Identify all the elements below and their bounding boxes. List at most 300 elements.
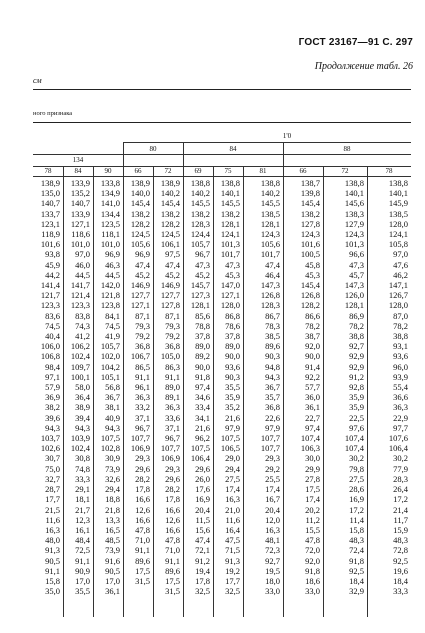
table-cell: 38,8 <box>349 331 364 342</box>
table-cell: 145,4 <box>300 198 320 209</box>
table-cell: 97,5 <box>165 249 180 260</box>
table-column <box>33 178 60 596</box>
table-cell: 89,0 <box>225 341 240 352</box>
table-cell: 93,9 <box>393 371 408 382</box>
table-cell: 94,3 <box>105 422 120 433</box>
table-cell: 47,3 <box>349 259 364 270</box>
table-cell: 44,5 <box>75 269 90 280</box>
table-cell: 35,9 <box>349 402 364 413</box>
table-cell: 107,5 <box>190 443 210 454</box>
table-cell: 47,4 <box>265 259 280 270</box>
table-cell: 128,0 <box>388 300 408 311</box>
table-cell: 79,2 <box>135 331 150 342</box>
table-cell: 40,9 <box>105 412 120 423</box>
table-cell: 11,5 <box>195 514 210 525</box>
table-cell: 79,3 <box>165 320 180 331</box>
table-cell: 78,8 <box>195 320 210 331</box>
table-cell: 48,1 <box>265 535 280 546</box>
table-cell: 15,8 <box>349 524 364 535</box>
table-cell: 48,5 <box>105 535 120 546</box>
table-cell: 118,1 <box>101 229 120 240</box>
table-cell: 45,3 <box>225 269 240 280</box>
table-cell: 128,1 <box>220 218 240 229</box>
table-cell: 147,3 <box>260 280 280 291</box>
table-cell: 89,6 <box>135 555 150 566</box>
table-cell: 92,2 <box>305 371 320 382</box>
table-cell: 92,7 <box>349 341 364 352</box>
table-cell: 138,5 <box>260 208 280 219</box>
table-cell: 37,1 <box>165 422 180 433</box>
group-label-134: 134 <box>72 156 84 164</box>
top-rule <box>33 89 411 90</box>
table-cell: 91,6 <box>105 555 120 566</box>
table-cell: 16,3 <box>225 494 240 505</box>
table-cell: 140,7 <box>40 198 60 209</box>
table-column <box>283 178 320 596</box>
table-cell: 16,4 <box>225 524 240 535</box>
table-cell: 141,0 <box>100 198 120 209</box>
table-cell: 16,6 <box>165 524 180 535</box>
table-cell: 22,7 <box>305 412 320 423</box>
table-cell: 105,1 <box>100 371 120 382</box>
table-cell: 140,1 <box>220 188 240 199</box>
table-cell: 128,0 <box>220 300 240 311</box>
table-cell: 91,1 <box>45 565 60 576</box>
table-cell: 134,9 <box>100 188 120 199</box>
table-cell: 74,3 <box>75 320 90 331</box>
table-cell: 138,8 <box>260 178 280 188</box>
table-cell: 107,4 <box>344 443 364 454</box>
table-cell: 94,3 <box>45 422 60 433</box>
table-cell: 96,7 <box>195 249 210 260</box>
table-cell: 106,4 <box>388 443 408 454</box>
table-cell: 12,3 <box>75 514 90 525</box>
col-header-7: 75 <box>224 167 232 175</box>
table-cell: 29,4 <box>105 484 120 495</box>
table-cell: 138,2 <box>190 208 210 219</box>
table-cell: 22,9 <box>393 412 408 423</box>
table-cell: 71,5 <box>225 545 240 556</box>
table-cell: 93,6 <box>393 351 408 362</box>
table-cell: 106,2 <box>70 341 90 352</box>
table-cell: 91,3 <box>45 545 60 556</box>
table-cell: 128,1 <box>190 300 210 311</box>
table-cell: 78,6 <box>225 320 240 331</box>
col-header-9: 66 <box>299 167 307 175</box>
table-cell: 138,8 <box>388 178 408 188</box>
table-cell: 16,5 <box>105 524 120 535</box>
table-cell: 29,3 <box>165 463 180 474</box>
table-cell: 138,5 <box>388 208 408 219</box>
table-cell: 91,1 <box>135 545 150 556</box>
table-cell: 11,6 <box>225 514 240 525</box>
table-cell: 47,8 <box>135 524 150 535</box>
table-cell: 107,7 <box>260 443 280 454</box>
table-cell: 17,5 <box>165 575 180 586</box>
table-cell: 96,9 <box>135 249 150 260</box>
table-cell: 17,5 <box>305 484 320 495</box>
table-cell: 41,2 <box>75 331 90 342</box>
table-cell: 44,5 <box>105 269 120 280</box>
table-cell: 29,4 <box>225 463 240 474</box>
table-cell: 36,8 <box>135 341 150 352</box>
table-cell: 147,3 <box>344 280 364 291</box>
table-cell: 138,2 <box>300 208 320 219</box>
table-cell: 139,8 <box>300 188 320 199</box>
table-cell: 46,4 <box>265 269 280 280</box>
table-cell: 57,7 <box>305 382 320 393</box>
table-cell: 11,7 <box>393 514 408 525</box>
table-cell: 106,4 <box>190 453 210 464</box>
table-cell: 101,0 <box>100 239 120 250</box>
table-cell: 107,7 <box>130 433 150 444</box>
table-cell: 128,2 <box>160 218 180 229</box>
col-header-2: 84 <box>74 167 82 175</box>
table-cell: 28,2 <box>135 473 150 484</box>
col-header-5: 72 <box>164 167 172 175</box>
table-column <box>323 178 364 596</box>
table-cell: 92,9 <box>349 361 364 372</box>
table-cell: 27,8 <box>305 473 320 484</box>
table-cell: 94,3 <box>75 422 90 433</box>
table-cell: 18,1 <box>75 494 90 505</box>
table-cell: 142,0 <box>100 280 120 291</box>
table-cell: 96,6 <box>349 249 364 260</box>
table-cell: 17,2 <box>393 494 408 505</box>
table-cell: 31,5 <box>135 575 150 586</box>
table-cell: 107,6 <box>388 433 408 444</box>
table-cell: 133,9 <box>70 178 90 188</box>
table-cell: 72,5 <box>75 545 90 556</box>
table-cell: 128,1 <box>260 218 280 229</box>
table-cell: 96,7 <box>135 422 150 433</box>
table-cell: 35,5 <box>225 382 240 393</box>
table-cell: 26,4 <box>393 484 408 495</box>
table-cell: 36,3 <box>135 392 150 403</box>
col-header-4: 66 <box>134 167 142 175</box>
table-cell: 36,6 <box>393 392 408 403</box>
table-cell: 101,3 <box>344 239 364 250</box>
group-label-84: 84 <box>229 145 237 153</box>
table-cell: 102,4 <box>70 443 90 454</box>
table-cell: 72,0 <box>305 545 320 556</box>
table-cell: 56,8 <box>105 382 120 393</box>
table-cell: 97,9 <box>265 422 280 433</box>
table-cell: 124,3 <box>344 229 364 240</box>
table-cell: 94,3 <box>265 371 280 382</box>
table-cell: 101,3 <box>220 239 240 250</box>
table-cell: 17,7 <box>45 494 60 505</box>
table-cell: 107,5 <box>220 433 240 444</box>
table-cell: 107,7 <box>160 443 180 454</box>
table-cell: 89,6 <box>265 341 280 352</box>
table-cell: 107,5 <box>100 433 120 444</box>
table-column <box>93 178 120 596</box>
table-cell: 20,2 <box>305 504 320 515</box>
table-cell: 118,6 <box>71 229 90 240</box>
col-header-3: 90 <box>104 167 112 175</box>
table-cell: 47,5 <box>225 535 240 546</box>
table-column <box>123 178 150 586</box>
table-cell: 87,1 <box>135 310 150 321</box>
table-cell: 93,1 <box>393 341 408 352</box>
table-cell: 47,8 <box>165 535 180 546</box>
table-cell: 145,5 <box>260 198 280 209</box>
table-cell: 96,1 <box>135 382 150 393</box>
table-cell: 47,4 <box>135 259 150 270</box>
table-cell: 16,3 <box>265 524 280 535</box>
table-cell: 128,2 <box>300 300 320 311</box>
table-cell: 127,9 <box>344 218 364 229</box>
table-cell: 101,6 <box>40 239 60 250</box>
table-cell: 90,0 <box>225 351 240 362</box>
group-label-80: 80 <box>149 145 157 153</box>
table-cell: 71,0 <box>165 545 180 556</box>
table-cell: 33,4 <box>195 402 210 413</box>
table-cell: 127,7 <box>160 290 180 301</box>
table-cell: 74,8 <box>75 463 90 474</box>
table-cell: 133,7 <box>40 208 60 219</box>
table-cell: 91,8 <box>195 371 210 382</box>
table-cell: 89,6 <box>165 565 180 576</box>
table-cell: 141,4 <box>40 280 60 291</box>
col-header-11: 78 <box>385 167 393 175</box>
table-cell: 89,0 <box>165 382 180 393</box>
table-cell: 29,2 <box>265 463 280 474</box>
table-cell: 13,3 <box>105 514 120 525</box>
table-cell: 19,2 <box>225 565 240 576</box>
table-cell: 85,6 <box>195 310 210 321</box>
table-cell: 33,3 <box>75 473 90 484</box>
table-cell: 16,6 <box>165 504 180 515</box>
table-cell: 33,0 <box>305 586 320 597</box>
table-column <box>243 178 280 596</box>
table-cell: 145,4 <box>130 198 150 209</box>
table-cell: 18,6 <box>305 575 320 586</box>
table-cell: 72,3 <box>265 545 280 556</box>
table-cell: 103,9 <box>70 433 90 444</box>
table-cell: 89,1 <box>165 392 180 403</box>
table-cell: 101,7 <box>220 249 240 260</box>
table-cell: 97,9 <box>225 422 240 433</box>
table-cell: 17,0 <box>75 575 90 586</box>
table-cell: 32,7 <box>45 473 60 484</box>
table-cell: 17,4 <box>305 494 320 505</box>
table-cell: 31,5 <box>165 586 180 597</box>
table-cell: 103,7 <box>40 433 60 444</box>
table-cell: 30,2 <box>393 453 408 464</box>
table-cell: 47,3 <box>225 259 240 270</box>
table-cell: 101,0 <box>70 239 90 250</box>
table-cell: 133,9 <box>70 208 90 219</box>
table-cell: 121,8 <box>100 290 120 301</box>
table-cell: 102,4 <box>70 351 90 362</box>
table-cell: 92,7 <box>265 555 280 566</box>
table-cell: 134,4 <box>100 208 120 219</box>
table-cell: 97,1 <box>45 371 60 382</box>
table-cell: 89,2 <box>195 351 210 362</box>
table-cell: 128,2 <box>130 218 150 229</box>
table-cell: 17,5 <box>135 565 150 576</box>
table-cell: 18,8 <box>105 494 120 505</box>
table-cell: 45,9 <box>45 259 60 270</box>
table-cell: 97,7 <box>393 422 408 433</box>
table-cell: 21,4 <box>393 504 408 515</box>
header-rule <box>33 122 411 123</box>
table-cell: 106,9 <box>130 443 150 454</box>
table-cell: 36,1 <box>305 402 320 413</box>
table-cell: 106,0 <box>40 341 60 352</box>
table-cell: 138,8 <box>220 178 240 188</box>
table-cell: 92,9 <box>349 351 364 362</box>
data-table <box>33 132 411 617</box>
table-cell: 96,9 <box>105 249 120 260</box>
table-cell: 91,2 <box>349 371 364 382</box>
table-cell: 93,8 <box>45 249 60 260</box>
table-cell: 98,4 <box>45 361 60 372</box>
table-cell: 145,9 <box>388 198 408 209</box>
table-cell: 19,4 <box>195 565 210 576</box>
table-cell: 91,8 <box>305 565 320 576</box>
table-cell: 138,7 <box>300 178 320 188</box>
table-cell: 106,5 <box>220 443 240 454</box>
table-cell: 26,0 <box>195 473 210 484</box>
table-cell: 37,8 <box>225 331 240 342</box>
table-cell: 41,9 <box>105 331 120 342</box>
table-cell: 91,2 <box>195 555 210 566</box>
table-cell: 21,6 <box>225 412 240 423</box>
table-cell: 90,9 <box>75 565 90 576</box>
table-cell: 47,6 <box>393 259 408 270</box>
table-cell: 18,4 <box>393 575 408 586</box>
table-cell: 91,8 <box>349 555 364 566</box>
table-cell: 138,3 <box>344 208 364 219</box>
table-cell: 45,8 <box>305 259 320 270</box>
table-cell: 107,4 <box>344 433 364 444</box>
table-cell: 74,5 <box>105 320 120 331</box>
table-cell: 47,8 <box>305 535 320 546</box>
table-cell: 35,9 <box>225 392 240 403</box>
table-cell: 90,3 <box>265 351 280 362</box>
table-cell: 27,5 <box>225 473 240 484</box>
table-cell: 121,7 <box>40 290 60 301</box>
table-cell: 38,9 <box>75 402 90 413</box>
table-cell: 39,4 <box>75 412 90 423</box>
table-cell: 107,4 <box>300 433 320 444</box>
table-column <box>213 178 240 596</box>
table-cell: 140,2 <box>160 188 180 199</box>
table-cell: 29,9 <box>305 463 320 474</box>
col-header-8: 81 <box>259 167 267 175</box>
table-cell: 84,1 <box>105 310 120 321</box>
table-cell: 145,4 <box>300 280 320 291</box>
table-cell: 38,8 <box>393 331 408 342</box>
table-cell: 78,3 <box>265 320 280 331</box>
table-cell: 145,5 <box>190 198 210 209</box>
table-cell: 87,1 <box>165 310 180 321</box>
table-cell: 145,6 <box>344 198 364 209</box>
table-cell: 17,8 <box>135 484 150 495</box>
table-cell: 12,0 <box>265 514 280 525</box>
table-cell: 86,5 <box>135 361 150 372</box>
table-cell: 17,8 <box>165 494 180 505</box>
table-cell: 36,1 <box>105 586 120 597</box>
table-cell: 127,1 <box>130 300 150 311</box>
table-cell: 138,9 <box>40 178 60 188</box>
table-column <box>63 178 90 596</box>
table-cell: 90,0 <box>195 361 210 372</box>
table-cell: 39,6 <box>45 412 60 423</box>
col-header-6: 69 <box>194 167 202 175</box>
table-cell: 38,1 <box>105 402 120 413</box>
table-cell: 28,3 <box>393 473 408 484</box>
table-cell: 86,8 <box>225 310 240 321</box>
table-cell: 47,4 <box>165 259 180 270</box>
table-cell: 11,4 <box>349 514 364 525</box>
table-cell: 21,8 <box>105 504 120 515</box>
table-cell: 15,9 <box>393 524 408 535</box>
table-cell: 124,1 <box>220 229 240 240</box>
standard-header: ГОСТ 23167—91 С. 297 <box>298 37 413 48</box>
table-cell: 12,6 <box>165 514 180 525</box>
table-cell: 128,0 <box>388 218 408 229</box>
table-cell: 90,0 <box>305 351 320 362</box>
table-cell: 34,6 <box>195 392 210 403</box>
table-cell: 16,3 <box>45 524 60 535</box>
table-cell: 126,8 <box>300 290 320 301</box>
table-cell: 21,5 <box>45 504 60 515</box>
table-column <box>183 178 210 596</box>
table-cell: 127,1 <box>70 218 90 229</box>
table-cell: 30,7 <box>45 453 60 464</box>
table-cell: 46,2 <box>393 269 408 280</box>
table-cell: 45,2 <box>195 269 210 280</box>
table-cell: 32,5 <box>225 586 240 597</box>
table-cell: 126,0 <box>344 290 364 301</box>
table-cell: 48,4 <box>75 535 90 546</box>
table-cell: 72,4 <box>349 545 364 556</box>
table-cell: 73,9 <box>105 463 120 474</box>
table-cell: 33,6 <box>165 412 180 423</box>
table-cell: 91,3 <box>225 555 240 566</box>
table-cell: 30,2 <box>349 453 364 464</box>
table-cell: 86,3 <box>165 361 180 372</box>
table-cell: 57,9 <box>45 382 60 393</box>
table-cell: 46,3 <box>105 259 120 270</box>
col-header-1: 78 <box>44 167 52 175</box>
table-cell: 123,8 <box>100 300 120 311</box>
table-cell: 146,9 <box>160 280 180 291</box>
table-cell: 123,3 <box>40 300 60 311</box>
table-cell: 33,0 <box>265 586 280 597</box>
table-cell: 16,6 <box>135 514 150 525</box>
table-cell: 123,5 <box>100 218 120 229</box>
table-cell: 35,2 <box>225 402 240 413</box>
table-cell: 97,0 <box>75 249 90 260</box>
table-cell: 77,9 <box>393 463 408 474</box>
table-cell: 17,2 <box>349 504 364 515</box>
table-cell: 147,1 <box>388 280 408 291</box>
table-cell: 93,6 <box>225 361 240 372</box>
table-cell: 17,7 <box>225 575 240 586</box>
table-cell: 138,8 <box>190 178 210 188</box>
table-cell: 29,3 <box>135 453 150 464</box>
table-cell: 78,2 <box>349 320 364 331</box>
table-cell: 96,2 <box>195 433 210 444</box>
table-cell: 36,7 <box>265 382 280 393</box>
table-continuation-label: Продолжение табл. 26 <box>314 61 413 72</box>
table-cell: 28,7 <box>45 484 60 495</box>
